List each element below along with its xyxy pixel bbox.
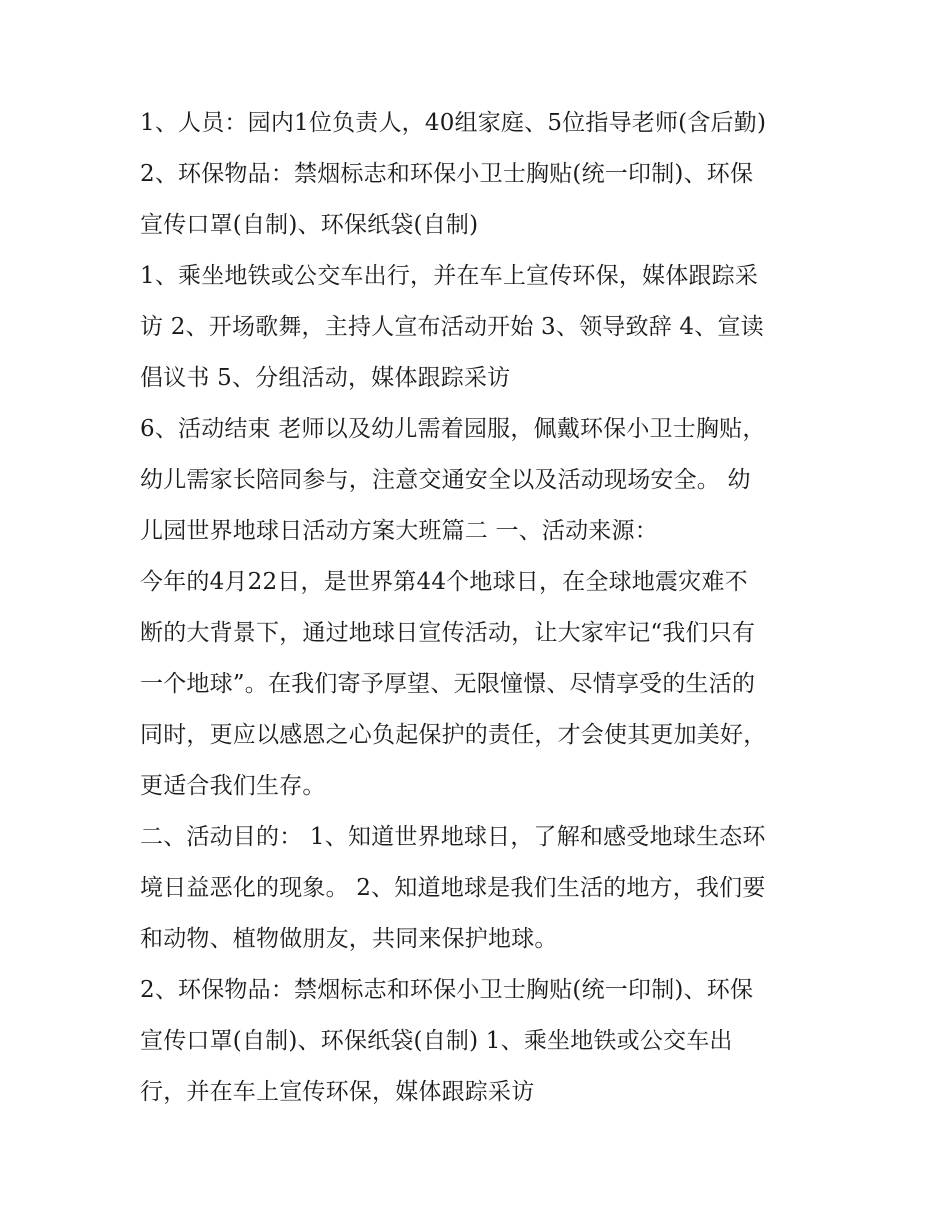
text-line: 1、乘坐地铁或公交车出行，并在车上宣传环保，媒体跟踪采 [140, 263, 759, 289]
text-line: 幼儿需家长陪同参与，注意交通安全以及活动现场安全。 幼 [140, 467, 751, 493]
text-line: 和动物、植物做朋友，共同来保护地球。 [140, 926, 558, 952]
text-line: 行，并在车上宣传环保，媒体跟踪采访 [140, 1079, 535, 1105]
text-line: 同时，更应以感恩之心负起保护的责任，才会使其更加美好， [140, 722, 767, 748]
text-line: 今年的4月22日，是世界第44个地球日，在全球地震灾难不 [140, 569, 748, 595]
text-line: 1、人员：园内1位负责人，40组家庭、5位指导老师(含后勤) [140, 110, 767, 136]
text-line: 儿园世界地球日活动方案大班篇二 一、活动来源： [140, 518, 658, 544]
text-line: 更适合我们生存。 [140, 773, 326, 799]
text-line: 宣传口罩(自制)、环保纸袋(自制) 1、乘坐地铁或公交车出 [140, 1028, 733, 1054]
text-line: 二、活动目的： 1、知道世界地球日，了解和感受地球生态环 [140, 824, 766, 850]
text-line: 境日益恶化的现象。 2、知道地球是我们生活的地方，我们要 [140, 875, 766, 901]
text-line: 一个地球”。在我们寄予厚望、无限憧憬、尽情享受的生活的 [140, 671, 756, 697]
text-line: 断的大背景下，通过地球日宣传活动，让大家牢记“我们只有 [140, 620, 756, 646]
text-line: 宣传口罩(自制)、环保纸袋(自制) [140, 212, 479, 238]
text-line: 6、活动结束 老师以及幼儿需着园服，佩戴环保小卫士胸贴， [140, 416, 766, 442]
text-line: 2、环保物品：禁烟标志和环保小卫士胸贴(统一印制)、环保 [140, 977, 754, 1003]
text-line: 倡议书 5、分组活动，媒体跟踪采访 [140, 365, 511, 391]
text-line: 2、环保物品：禁烟标志和环保小卫士胸贴(统一印制)、环保 [140, 161, 754, 187]
text-line: 访 2、开场歌舞，主持人宣布活动开始 3、领导致辞 4、宣读 [140, 314, 764, 340]
